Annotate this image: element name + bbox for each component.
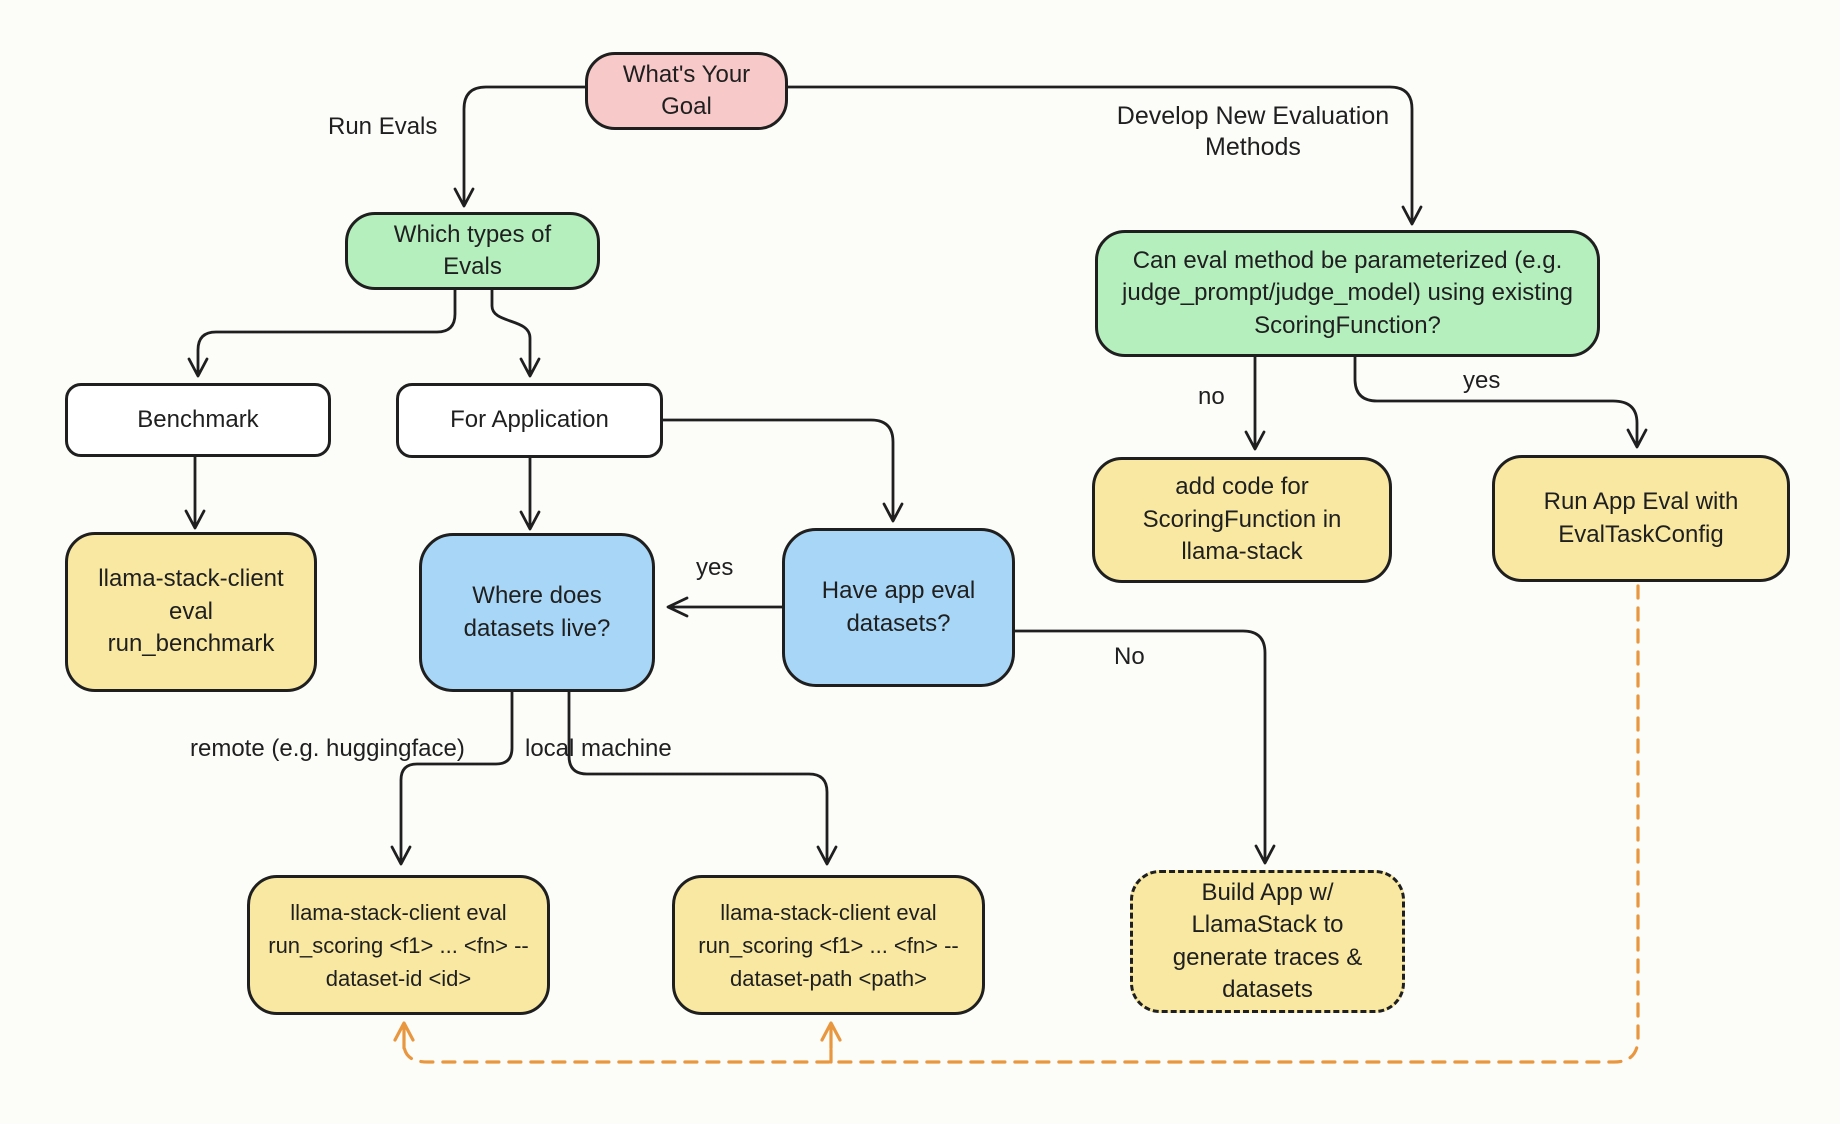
edge-where-datasets-to-run-scoring-path: [569, 692, 836, 864]
node-which-types: Which types of Evals: [345, 212, 600, 290]
node-have-datasets: Have app eval datasets?: [782, 528, 1015, 687]
node-run-app-eval: Run App Eval with EvalTaskConfig: [1492, 455, 1790, 582]
edge-label-param-no: no: [1198, 383, 1225, 410]
edge-have-datasets-to-where-datasets: [668, 598, 782, 616]
node-run-scoring-dataset-id: llama-stack-client eval run_scoring <f1> ... <fn> --dataset-id <id>: [247, 875, 550, 1015]
edge-label-have-no: No: [1114, 643, 1145, 670]
node-build-app: Build App w/ LlamaStack to generate traces & datasets: [1130, 870, 1405, 1013]
edge-label-have-yes: yes: [696, 554, 734, 581]
edge-label-param-yes: yes: [1463, 367, 1501, 394]
edge-can-param-to-run-app-eval: [1355, 357, 1646, 447]
node-where-datasets: Where does datasets live?: [419, 533, 655, 692]
edge-label-local: local machine: [525, 735, 672, 762]
node-add-code: add code for ScoringFunction in llama-stack: [1092, 457, 1392, 583]
edge-which-types-to-benchmark: [189, 290, 455, 376]
edge-where-datasets-to-run-scoring-id: [392, 692, 512, 864]
edge-for-application-to-have-datasets: [663, 420, 902, 521]
edge-can-param-to-add-code: [1246, 357, 1264, 449]
node-for-application: For Application: [396, 383, 663, 458]
node-benchmark: Benchmark: [65, 383, 331, 457]
node-can-param: Can eval method be parameterized (e.g. judge_prompt/judge_model) using existing ScoringFunction?: [1095, 230, 1600, 357]
edge-goal-to-which-types: [455, 87, 585, 206]
arrow-feedback-to-run-scoring-id: [395, 1023, 413, 1048]
edge-for-application-to-where-datasets: [521, 458, 539, 529]
edge-label-develop-new-evaluation-methods: Develop New Evaluation Methods: [1116, 102, 1390, 162]
edge-label-run-evals: Run Evals: [328, 113, 438, 140]
node-run-benchmark: llama-stack-client eval run_benchmark: [65, 532, 317, 692]
node-run-scoring-dataset-path: llama-stack-client eval run_scoring <f1> ... <fn> --dataset-path <path>: [672, 875, 985, 1015]
edge-benchmark-to-run-benchmark: [186, 457, 204, 528]
arrow-feedback-to-run-scoring-path: [822, 1023, 840, 1048]
edge-which-types-to-for-application: [492, 290, 539, 376]
edge-label-remote: remote (e.g. huggingface): [190, 735, 465, 762]
node-goal: What's Your Goal: [585, 52, 788, 130]
